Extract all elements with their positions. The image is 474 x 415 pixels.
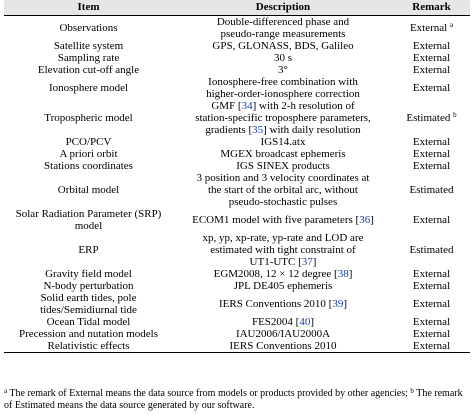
remark-value: External bbox=[412, 82, 451, 94]
table-row bbox=[4, 160, 470, 172]
footnote-b-text: The remark of Estimated means the data source generated by our software. bbox=[4, 388, 463, 411]
table-row bbox=[4, 16, 470, 41]
cell-remark bbox=[393, 76, 470, 100]
cell-description bbox=[173, 232, 393, 268]
cell-item: N-body perturbation bbox=[43, 280, 134, 292]
cell-line: 30 s bbox=[273, 52, 293, 64]
footnote-mark[interactable]: b bbox=[453, 111, 457, 119]
cell-description bbox=[173, 316, 393, 328]
cell-remark bbox=[393, 328, 470, 340]
cell-line bbox=[219, 298, 347, 310]
text-segment: ] bbox=[343, 298, 348, 310]
cell-item: Observations bbox=[59, 22, 118, 34]
remark-value: External bbox=[412, 64, 451, 76]
cell-remark bbox=[393, 100, 470, 136]
table-row bbox=[4, 280, 470, 292]
cell-remark bbox=[393, 40, 470, 52]
cell-line bbox=[205, 124, 360, 136]
text-segment: FES2004 [ bbox=[251, 316, 300, 328]
remark-value: External bbox=[412, 328, 451, 340]
table-footnotes bbox=[4, 388, 470, 412]
table-row bbox=[4, 328, 470, 340]
text-segment: ] with 2-h resolution of bbox=[252, 100, 355, 112]
cell-item: Gravity field model bbox=[45, 268, 132, 280]
cell-line: estimated with tight constraint of bbox=[210, 244, 356, 256]
cell-line: IERS Conventions 2010 bbox=[229, 340, 337, 352]
table-row bbox=[4, 340, 470, 353]
cell-item: Relativistic effects bbox=[4, 340, 173, 353]
citation-link[interactable]: 35 bbox=[252, 124, 264, 136]
table-row bbox=[4, 208, 470, 232]
cell-remark bbox=[393, 160, 470, 172]
cell-remark bbox=[393, 280, 470, 292]
citation-link[interactable]: 38 bbox=[337, 268, 349, 280]
remark-value: External bbox=[412, 52, 451, 64]
cell-item: Stations coordinates bbox=[44, 160, 133, 172]
cell-line: tides/Semidiurnal tide bbox=[40, 304, 137, 316]
text-segment: UT1-UTC [ bbox=[249, 256, 302, 268]
remark-value: External bbox=[412, 214, 451, 226]
cell-item: Orbital model bbox=[57, 184, 120, 196]
table-row bbox=[4, 316, 470, 328]
text-segment: GMF [ bbox=[211, 100, 242, 112]
citation-link[interactable]: 36 bbox=[359, 214, 371, 226]
cell-line: the start of the orbital arc, without bbox=[208, 184, 358, 196]
cell-item: Satellite system bbox=[53, 40, 124, 52]
cell-description bbox=[173, 208, 393, 232]
cell-remark bbox=[393, 148, 470, 160]
cell-line: IGS14.atx bbox=[260, 136, 306, 148]
table-row bbox=[4, 148, 470, 160]
cell-line: pseudo-range measurements bbox=[220, 28, 346, 40]
cell-line: GPS, GLONASS, BDS, Galileo bbox=[212, 40, 354, 52]
table-row bbox=[4, 172, 470, 208]
footnote-mark[interactable]: a bbox=[449, 21, 454, 29]
citation-link[interactable]: 39 bbox=[332, 298, 344, 310]
table-body bbox=[4, 16, 470, 353]
cell-line: model bbox=[74, 220, 103, 232]
cell-description bbox=[173, 64, 393, 76]
citation-link[interactable]: 37 bbox=[301, 256, 313, 268]
cell-line: station-specific troposphere parameters, bbox=[195, 112, 371, 124]
cell-item: Ocean Tidal model bbox=[46, 316, 131, 328]
cell-line: MGEX broadcast ephemeris bbox=[220, 148, 346, 160]
cell-description bbox=[173, 268, 393, 280]
cell-line bbox=[250, 256, 317, 268]
remark-value: External bbox=[412, 268, 451, 280]
cell-line: IAU2006/IAU2000A bbox=[235, 328, 331, 340]
cell-item: PCO/PCV bbox=[65, 136, 112, 148]
processing-strategy-table bbox=[4, 0, 470, 353]
table-row bbox=[4, 232, 470, 268]
cell-description bbox=[173, 340, 393, 353]
remark-value: External bbox=[412, 148, 451, 160]
header-description: Description bbox=[173, 0, 393, 16]
cell-remark bbox=[393, 16, 470, 41]
remark-value: External bbox=[412, 280, 451, 292]
cell-line: 3 position and 3 velocity coordinates at bbox=[196, 172, 370, 184]
remark-value: Estimated bbox=[406, 112, 451, 124]
remark-value: Estimated bbox=[409, 184, 454, 196]
cell-description bbox=[173, 280, 393, 292]
text-segment: ] bbox=[370, 214, 374, 226]
cell-remark bbox=[393, 64, 470, 76]
cell-description bbox=[173, 172, 393, 208]
cell-item: A priori orbit bbox=[59, 148, 118, 160]
footnote-b-mark: b bbox=[410, 387, 414, 395]
text-segment: IERS Conventions 2010 [ bbox=[218, 298, 333, 310]
cell-line bbox=[214, 268, 353, 280]
text-segment: gradients [ bbox=[205, 124, 253, 136]
cell-line: higher-order-ionosphere correction bbox=[206, 88, 360, 100]
cell-description bbox=[173, 292, 393, 316]
footnote-a-text: The remark of External means the data source from models or products provided by other agencies; bbox=[7, 388, 408, 399]
cell-line: Ionosphere-free combination with bbox=[208, 76, 358, 88]
header-row bbox=[4, 0, 470, 16]
remark-value: External bbox=[409, 22, 448, 34]
table-row bbox=[4, 76, 470, 100]
cell-remark bbox=[393, 292, 470, 316]
cell-description bbox=[173, 40, 393, 52]
table-row bbox=[4, 100, 470, 136]
cell-item: Ionosphere model bbox=[48, 82, 129, 94]
cell-line: Double-differenced phase and bbox=[216, 16, 350, 28]
cell-remark bbox=[393, 136, 470, 148]
remark-value: External bbox=[412, 340, 451, 352]
cell-remark bbox=[393, 52, 470, 64]
cell-description bbox=[173, 100, 393, 136]
cell-line: IGS SINEX products bbox=[236, 160, 330, 172]
table-row bbox=[4, 40, 470, 52]
cell-line bbox=[211, 100, 354, 112]
remark-value: External bbox=[412, 40, 451, 52]
cell-line: JPL DE405 ephemeris bbox=[233, 280, 333, 292]
cell-item bbox=[4, 208, 173, 232]
cell-line: 3° bbox=[278, 64, 288, 76]
cell-description bbox=[173, 328, 393, 340]
remark-value: External bbox=[412, 298, 451, 310]
text-segment: ] bbox=[312, 256, 317, 268]
cell-remark bbox=[393, 232, 470, 268]
header-remark: Remark bbox=[393, 0, 470, 16]
cell-description bbox=[173, 52, 393, 64]
table-row bbox=[4, 292, 470, 316]
cell-line bbox=[192, 214, 374, 226]
cell-description bbox=[173, 148, 393, 160]
remark-value: External bbox=[412, 136, 451, 148]
text-segment: ECOM1 model with five parameters [ bbox=[192, 214, 360, 226]
cell-remark bbox=[393, 208, 470, 232]
remark-value: External bbox=[412, 160, 451, 172]
cell-description bbox=[173, 76, 393, 100]
table-row bbox=[4, 268, 470, 280]
text-segment: ] bbox=[310, 316, 315, 328]
cell-line: pseudo-stochastic pulses bbox=[228, 196, 338, 208]
cell-remark bbox=[393, 268, 470, 280]
cell-line: xp, yp, xp-rate, yp-rate and LOD are bbox=[202, 232, 364, 244]
remark-value: External bbox=[412, 316, 451, 328]
remark-value: Estimated bbox=[409, 244, 454, 256]
header-item: Item bbox=[4, 0, 173, 16]
cell-line bbox=[252, 316, 314, 328]
table-row bbox=[4, 52, 470, 64]
cell-description bbox=[173, 16, 393, 41]
cell-remark bbox=[393, 316, 470, 328]
text-segment: ] bbox=[348, 268, 353, 280]
cell-item: Elevation cut-off angle bbox=[37, 64, 140, 76]
cell-description bbox=[173, 136, 393, 148]
table-row bbox=[4, 136, 470, 148]
text-segment: EGM2008, 12 × 12 degree [ bbox=[213, 268, 338, 280]
cell-item bbox=[4, 292, 173, 316]
table-row bbox=[4, 64, 470, 76]
cell-remark bbox=[393, 172, 470, 208]
text-segment: ] with daily resolution bbox=[263, 124, 361, 136]
cell-line: Solid earth tides, pole bbox=[40, 292, 137, 304]
cell-item: ERP bbox=[78, 244, 99, 256]
cell-item: Sampling rate bbox=[57, 52, 120, 64]
cell-item: Tropospheric model bbox=[44, 112, 133, 124]
cell-remark bbox=[393, 340, 470, 353]
citation-link[interactable]: 40 bbox=[299, 316, 311, 328]
cell-item: Precession and nutation models bbox=[18, 328, 158, 340]
footnote-a-mark: a bbox=[4, 387, 8, 395]
cell-line: Solar Radiation Parameter (SRP) bbox=[15, 208, 162, 220]
cell-description bbox=[173, 160, 393, 172]
citation-link[interactable]: 34 bbox=[241, 100, 253, 112]
